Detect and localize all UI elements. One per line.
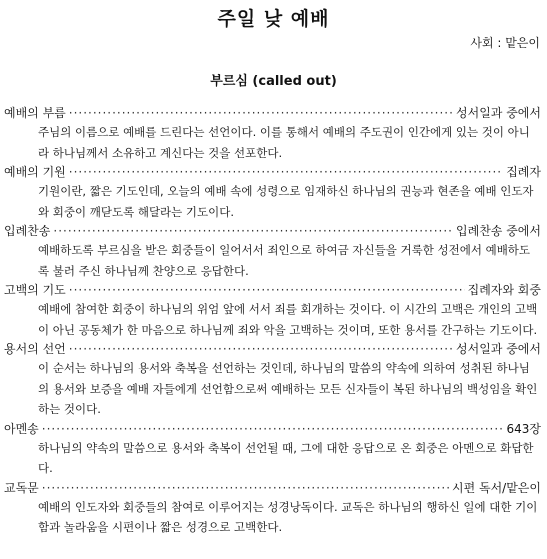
order-item-responsible: 집례자: [506, 165, 541, 179]
order-item-description: 하나님의 약속의 말씀으로 용서와 축복이 선언될 때, 그에 대한 응답으로 온 회중은 아멘으로 화답한다.: [38, 440, 534, 475]
order-item-prayer-of-confession: [4, 281, 541, 340]
dot-leader: [69, 340, 453, 358]
order-item-header: [4, 222, 541, 240]
dot-leader: [42, 420, 504, 438]
order-item-header: [4, 420, 541, 438]
order-item-responsible: 성서일과 중에서: [456, 342, 541, 356]
order-item-responsible: 시편 독서/맡은이: [451, 480, 541, 495]
order-item-title: 입례찬송: [4, 224, 51, 238]
order-item-assurance-of-pardon: [4, 340, 541, 420]
order-item-description: 이 순서는 하나님의 용서와 축복을 선언하는 것인데, 하나님의 말씀의 약속에 의하여 성취된 하나님의 용서와 보증을 예배 자들에게 선언함으로써 예배하는 모든 신자들이 복된 하나님의 백성임을 확인하는 것이다.: [38, 361, 538, 416]
order-item-description: 예배의 인도자와 회중들의 참여로 이루어지는 성경낭독이다. 교독은 하나님의 행하신 일에 대한 기이함과 놀라움을 시편이나 짧은 성경으로 고백한다.: [38, 499, 538, 534]
order-item-header: [4, 104, 541, 122]
dot-leader: [69, 163, 503, 181]
leader-info: 사회 : 맡은이: [470, 36, 540, 50]
order-item-header: [4, 281, 541, 299]
dot-leader: [69, 104, 453, 122]
order-item-title: 고백의 기도: [4, 283, 66, 297]
order-item-call-to-worship: [4, 104, 541, 163]
order-item-title: 예배의 부름: [4, 106, 66, 120]
order-item-responsive-reading: [4, 479, 541, 538]
dot-leader: [42, 479, 449, 497]
order-item-amen: [4, 420, 541, 479]
section-heading: 부르심 (called out): [210, 74, 337, 89]
order-item-invocation: [4, 163, 541, 222]
order-item-title: 용서의 선언: [4, 342, 66, 356]
order-item-description: 기원이란, 짧은 기도인데, 오늘의 예배 속에 성령으로 임재하신 하나님의 권능과 현존을 예배 인도자와 회중이 깨닫도록 해달라는 기도이다.: [38, 184, 534, 219]
order-item-responsible: 입례찬송 중에서: [456, 224, 541, 238]
dot-leader: [53, 222, 453, 240]
order-item-responsible: 집례자와 회중: [467, 283, 541, 297]
dot-leader: [69, 281, 465, 299]
worship-order-list: [4, 104, 541, 538]
order-item-responsible: 성서일과 중에서: [456, 106, 541, 120]
order-item-title: 교독문: [4, 480, 39, 495]
order-item-header: [4, 163, 541, 181]
order-item-header: [4, 479, 541, 497]
order-item-responsible: 643장: [506, 421, 541, 436]
order-item-title: 아멘송: [4, 421, 39, 436]
order-item-title: 예배의 기원: [4, 165, 66, 179]
order-item-description: 주님의 이름으로 예배를 드린다는 선언이다. 이를 통해서 예배의 주도권이 인간에게 있는 것이 아니라 하나님께서 소유하고 계신다는 것을 선포한다.: [38, 125, 530, 160]
order-item-description: 예배하도록 부르심을 받은 회중들이 일어서서 죄인으로 하여금 자신들을 거룩한 성전에서 예배하도록 불러 주신 하나님께 찬양으로 응답한다.: [38, 243, 531, 278]
order-item-header: [4, 340, 541, 358]
order-item-opening-hymn: [4, 222, 541, 281]
page-title: 주일 낮 예배: [217, 8, 330, 30]
order-item-description: 예배에 참여한 회중이 하나님의 위엄 앞에 서서 죄를 회개하는 것이다. 이 시간의 고백은 개인의 고백이 아닌 공동체가 한 마음으로 하나님께 죄와 악을 고백하는 것이며, 또한 용서를 간구하는 기도이다.: [38, 302, 538, 337]
